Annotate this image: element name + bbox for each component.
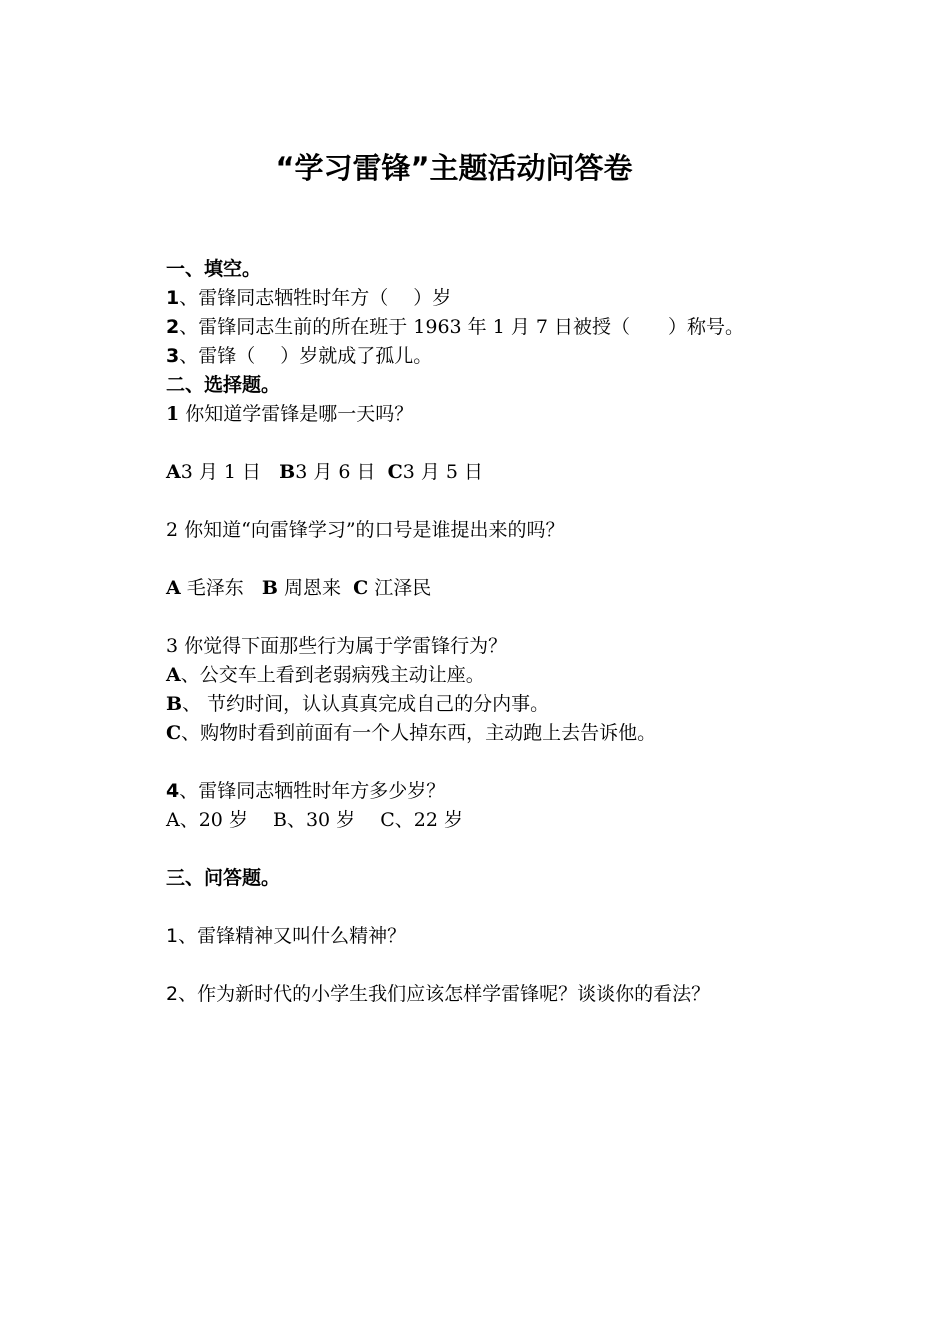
option-text: 江泽民 (368, 577, 432, 599)
blank-line (166, 545, 926, 574)
blank-line (166, 429, 926, 458)
option-label: C (166, 722, 182, 744)
option-label: A (166, 461, 181, 483)
document-body (166, 255, 926, 1009)
question-text: 你知道学雷锋是哪一天吗？ (179, 403, 414, 425)
qa-question-2 (166, 980, 926, 1009)
choice-question-1-options (166, 458, 926, 487)
fill-blank-question-3 (166, 342, 926, 371)
choice-question-4 (166, 777, 926, 806)
choice-question-2: 2 你知道“向雷锋学习”的口号是谁提出来的吗？ (166, 519, 565, 541)
question-number: 4 (166, 780, 180, 802)
choice-question-2-options (166, 574, 926, 603)
option-label: C (387, 461, 403, 483)
option-text: 、公交车上看到老弱病残主动让座。 (180, 664, 485, 686)
question-text: 、作为新时代的小学生我们应该怎样学雷锋呢？谈谈你的看法？ (178, 983, 711, 1005)
qa-question-1 (166, 922, 926, 951)
question-number: 1 (166, 403, 180, 425)
option-text: 毛泽东 (180, 577, 244, 599)
question-number: 2 (166, 983, 179, 1005)
question-text: 、雷锋同志生前的所在班于 1963 年 1 月 7 日被授（ ）称号。 (179, 316, 745, 338)
section-heading-fill-blank: 一、填空。 (166, 258, 262, 280)
question-text: 、雷锋同志牺牲时年方（ ）岁 (179, 287, 452, 309)
choice-question-4-options: A、20 岁 B、30 岁 C、22 岁 (166, 809, 463, 831)
fill-blank-question-1 (166, 284, 926, 313)
question-number: 3 (166, 345, 180, 367)
choice-question-3-option-b (166, 690, 926, 719)
blank-line (166, 603, 926, 632)
blank-line (166, 487, 926, 516)
section-heading-choice: 二、选择题。 (166, 374, 281, 396)
choice-question-3-option-c (166, 719, 926, 748)
question-number: 1 (166, 925, 179, 947)
option-text: 3 月 5 日 (402, 461, 484, 483)
blank-line (166, 835, 926, 864)
question-text: 、雷锋同志牺牲时年方多少岁？ (179, 780, 446, 802)
document-title: “学习雷锋”主题活动问答卷 (275, 151, 633, 185)
blank-line (166, 893, 926, 922)
option-label: B (279, 461, 296, 483)
fill-blank-question-2 (166, 313, 926, 342)
question-number: 1 (166, 287, 180, 309)
option-label: B (261, 577, 278, 599)
option-text: 3 月 6 日 (295, 461, 376, 483)
question-text: 、雷锋（ ）岁就成了孤儿。 (179, 345, 433, 367)
question-number: 2 (166, 316, 180, 338)
choice-question-3-option-a (166, 661, 926, 690)
option-text: 、购物时看到前面有一个人掉东西，主动跑上去告诉他。 (181, 722, 657, 744)
option-label: C (353, 577, 369, 599)
option-text: 周恩来 (277, 577, 342, 599)
option-label: A (166, 664, 181, 686)
option-label: B (166, 693, 183, 715)
option-label: A (166, 577, 181, 599)
question-text: 、雷锋精神又叫什么精神？ (178, 925, 407, 947)
choice-question-3: 3 你觉得下面那些行为属于学雷锋行为？ (166, 635, 508, 657)
blank-line (166, 748, 926, 777)
option-text: 3 月 1 日 (180, 461, 262, 483)
blank-line (166, 951, 926, 980)
choice-question-1 (166, 400, 926, 429)
section-heading-qa: 三、问答题。 (166, 867, 281, 889)
option-text: 、 节约时间，认认真真完成自己的分内事。 (182, 693, 550, 715)
